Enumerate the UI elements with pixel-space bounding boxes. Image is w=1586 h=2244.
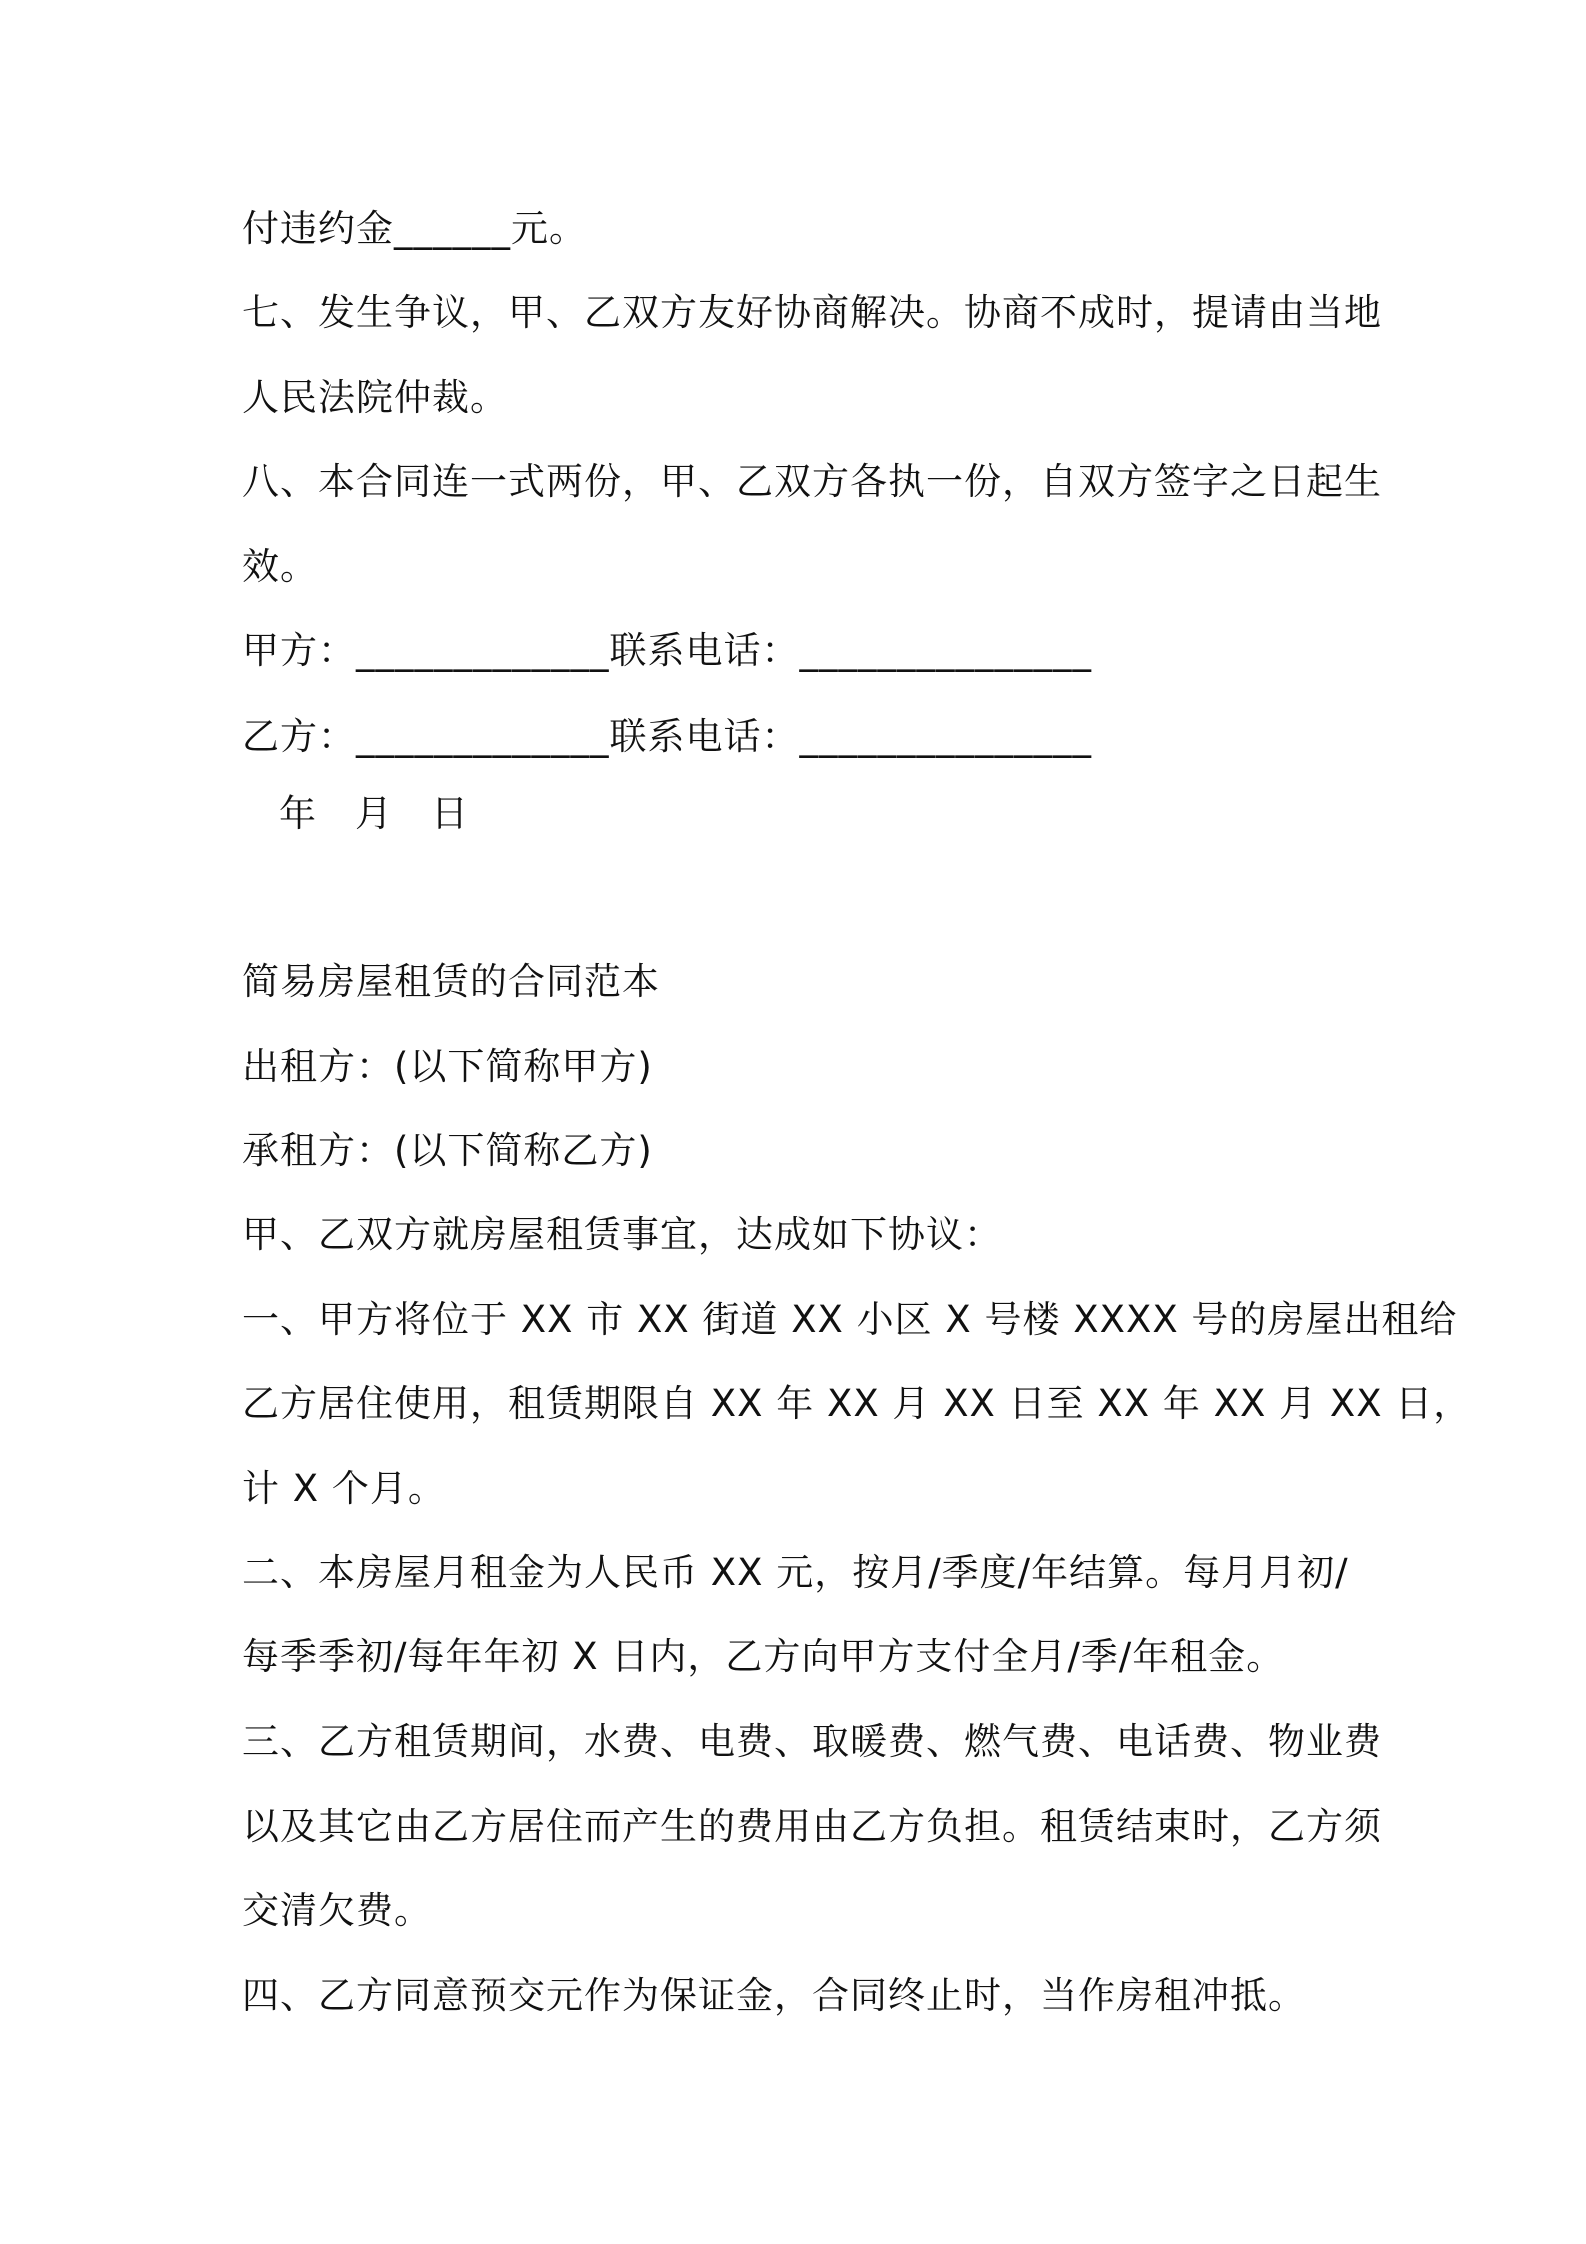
contract-title: 简易房屋租赁的合同范本 — [242, 960, 660, 1003]
copies-clause-line-2: 效。 — [242, 545, 318, 588]
clause-3-line-1: 三、乙方租赁期间，水费、电费、取暖费、燃气费、电话费、物业费 — [242, 1720, 1382, 1763]
dispute-clause-line-1: 七、发生争议，甲、乙双方友好协商解决。协商不成时，提请由当地 — [242, 291, 1382, 334]
dispute-clause-line-2: 人民法院仲裁。 — [242, 376, 508, 419]
lessee-line: 承租方：(以下简称乙方) — [242, 1129, 653, 1172]
clause-3-line-3: 交清欠费。 — [242, 1889, 432, 1932]
party-a-signature-line: 甲方：_____________联系电话：_______________ — [242, 629, 1092, 672]
date-month: 月 — [355, 792, 393, 835]
clause-1-line-3: 计 X 个月。 — [242, 1467, 446, 1510]
copies-clause-line-1: 八、本合同连一式两份，甲、乙双方各执一份，自双方签字之日起生 — [242, 460, 1382, 503]
date-day: 日 — [431, 792, 469, 835]
date-year: 年 — [279, 792, 317, 835]
clause-1-line-1: 一、甲方将位于 XX 市 XX 街道 XX 小区 X 号楼 XXXX 号的房屋出租给 — [242, 1298, 1458, 1341]
agreement-intro-line: 甲、乙双方就房屋租赁事宜，达成如下协议： — [242, 1213, 1002, 1256]
clause-3-line-2: 以及其它由乙方居住而产生的费用由乙方负担。租赁结束时，乙方须 — [242, 1805, 1382, 1848]
clause-2-line-1: 二、本房屋月租金为人民币 XX 元，按月/季度/年结算。每月月初/ — [242, 1551, 1349, 1594]
penalty-line: 付违约金______元。 — [242, 207, 587, 250]
date-line — [279, 790, 1399, 838]
clause-4-line-1: 四、乙方同意预交元作为保证金，合同终止时，当作房租冲抵。 — [242, 1974, 1306, 2017]
clause-1-line-2: 乙方居住使用，租赁期限自 XX 年 XX 月 XX 日至 XX 年 XX 月 XX 日， — [242, 1382, 1472, 1425]
clause-2-line-2: 每季季初/每年年初 X 日内，乙方向甲方支付全月/季/年租金。 — [242, 1635, 1285, 1678]
lessor-line: 出租方：(以下简称甲方) — [242, 1045, 653, 1088]
party-b-signature-line: 乙方：_____________联系电话：_______________ — [242, 715, 1092, 758]
